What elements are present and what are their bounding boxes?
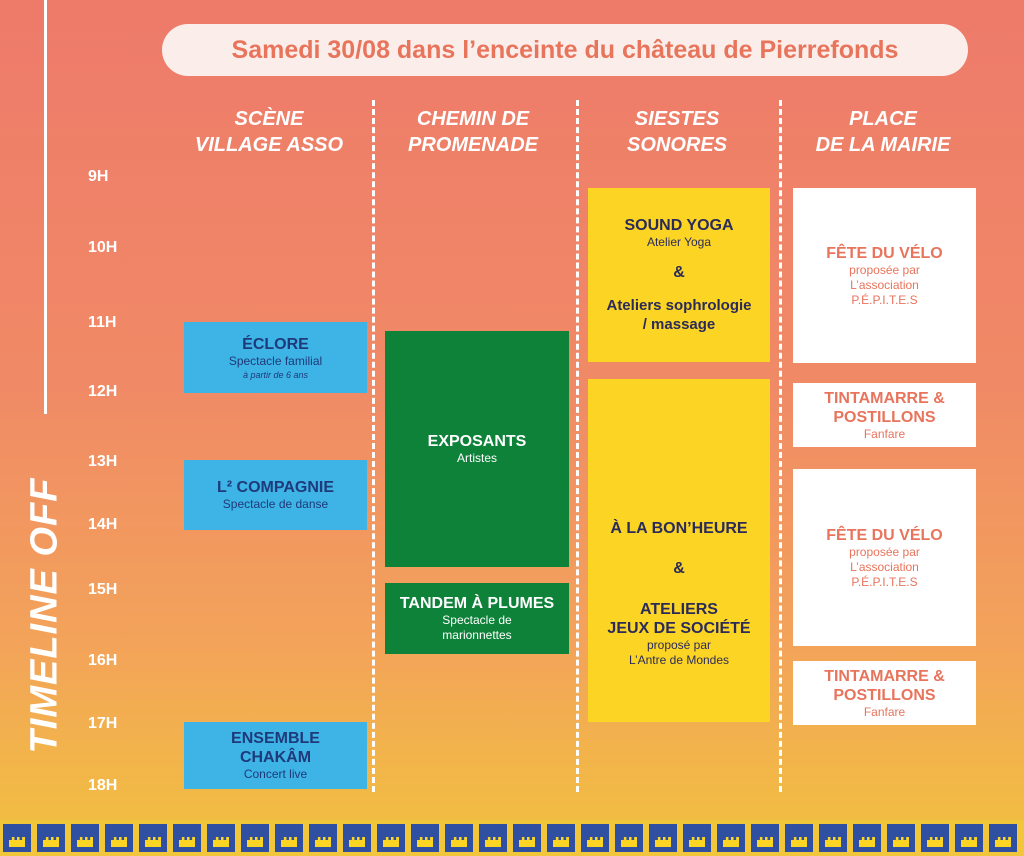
event-exposants: [385, 331, 569, 567]
column-header-mairie: PLACE DE LA MAIRIE: [815, 108, 951, 156]
column-divider: [372, 100, 375, 792]
event-title-secondary: Ateliers sophrologie / massage: [606, 297, 752, 333]
castle-icon: [445, 824, 473, 852]
castle-icon: [921, 824, 949, 852]
timeline-title: TIMELINE OFF: [23, 477, 66, 753]
timeline-line: [44, 0, 47, 414]
castle-icon: [309, 824, 337, 852]
event-title: EXPOSANTS: [427, 433, 527, 450]
hour-label: 18H: [88, 777, 118, 794]
event-l2-compagnie: [184, 460, 367, 530]
event-subtitle: Fanfare: [863, 704, 906, 719]
event-fete-du-velo: [793, 469, 976, 646]
castle-icon: [343, 824, 371, 852]
column-header-village: SCÈNE VILLAGE ASSO: [194, 108, 344, 156]
event-subtitle: proposée par L’association P.É.P.I.T.E.S: [849, 262, 920, 307]
event-title: ENSEMBLE CHAKÂM: [231, 730, 320, 766]
event-subtitle: Spectacle familial: [228, 353, 323, 368]
event-subtitle: Fanfare: [863, 426, 906, 441]
column-divider: [576, 100, 579, 792]
castle-icon: [649, 824, 677, 852]
castle-icon: [785, 824, 813, 852]
event-subtitle: Atelier Yoga: [646, 235, 712, 249]
event-eclore: [184, 322, 367, 393]
castle-icon: [989, 824, 1017, 852]
event-title: À LA BON’HEURE: [610, 520, 748, 537]
page-title: Samedi 30/08 dans l’enceinte du château de Pierrefonds: [162, 24, 968, 76]
decorative-footer: [0, 820, 1024, 856]
hour-label: 15H: [88, 581, 118, 598]
event-title: SOUND YOGA: [624, 217, 734, 234]
castle-icon: [581, 824, 609, 852]
castle-icon: [275, 824, 303, 852]
event-title: ÉCLORE: [242, 335, 309, 353]
event-ensemble-chakam: [184, 722, 367, 789]
castle-icon: [479, 824, 507, 852]
event-tintamarre-postillons: [793, 661, 976, 725]
event-subtitle: proposée par L’association P.É.P.I.T.E.S: [849, 544, 920, 589]
castle-icon: [683, 824, 711, 852]
hour-label: 10H: [88, 239, 118, 256]
event-subtitle: Spectacle de danse: [222, 497, 329, 511]
castle-icon: [887, 824, 915, 852]
hour-label: 16H: [88, 652, 118, 669]
column-divider: [779, 100, 782, 792]
event-subtitle: proposé par L’Antre de Mondes: [628, 638, 730, 667]
event-subtitle: Concert live: [243, 767, 308, 781]
hour-label: 13H: [88, 453, 118, 470]
event-a-la-bonheure: [588, 379, 770, 722]
event-tintamarre-postillons: [793, 383, 976, 447]
hour-label: 9H: [88, 168, 109, 185]
castle-icon: [717, 824, 745, 852]
castle-icon: [37, 824, 65, 852]
hour-label: 17H: [88, 715, 118, 732]
castle-icon: [3, 824, 31, 852]
castle-icon: [105, 824, 133, 852]
castle-icon: [751, 824, 779, 852]
hour-label: 12H: [88, 383, 118, 400]
event-subtitle: Artistes: [456, 451, 497, 465]
event-title: FÊTE DU VÉLO: [826, 526, 943, 544]
castle-icon: [819, 824, 847, 852]
event-tandem-a-plumes: [385, 583, 569, 654]
hour-label: 14H: [88, 516, 118, 533]
event-sound-yoga: [588, 188, 770, 362]
event-ampersand: &: [673, 560, 685, 577]
castle-icon: [71, 824, 99, 852]
event-subtitle: Spectacle de marionnettes: [442, 613, 512, 642]
event-fete-du-velo: [793, 188, 976, 363]
castle-icon: [411, 824, 439, 852]
castle-icon: [377, 824, 405, 852]
event-title: TINTAMARRE & POSTILLONS: [824, 389, 945, 426]
hour-label: 11H: [88, 314, 117, 331]
castle-icon: [955, 824, 983, 852]
castle-icon: [853, 824, 881, 852]
event-note: à partir de 6 ans: [242, 369, 309, 380]
event-title: L² COMPAGNIE: [216, 479, 335, 496]
castle-icon: [207, 824, 235, 852]
castle-icon: [241, 824, 269, 852]
castle-icon: [513, 824, 541, 852]
castle-icon: [173, 824, 201, 852]
event-title: TANDEM À PLUMES: [399, 595, 555, 612]
event-title-secondary: ATELIERS JEUX DE SOCIÉTÉ: [607, 601, 751, 637]
castle-icon: [139, 824, 167, 852]
event-ampersand: &: [673, 264, 685, 281]
column-header-chemin: CHEMIN DE PROMENADE: [407, 108, 538, 156]
event-title: TINTAMARRE & POSTILLONS: [824, 667, 945, 704]
column-header-siestes: SIESTES SONORES: [626, 108, 728, 156]
event-title: FÊTE DU VÉLO: [826, 244, 943, 262]
castle-icon: [615, 824, 643, 852]
castle-icon: [547, 824, 575, 852]
